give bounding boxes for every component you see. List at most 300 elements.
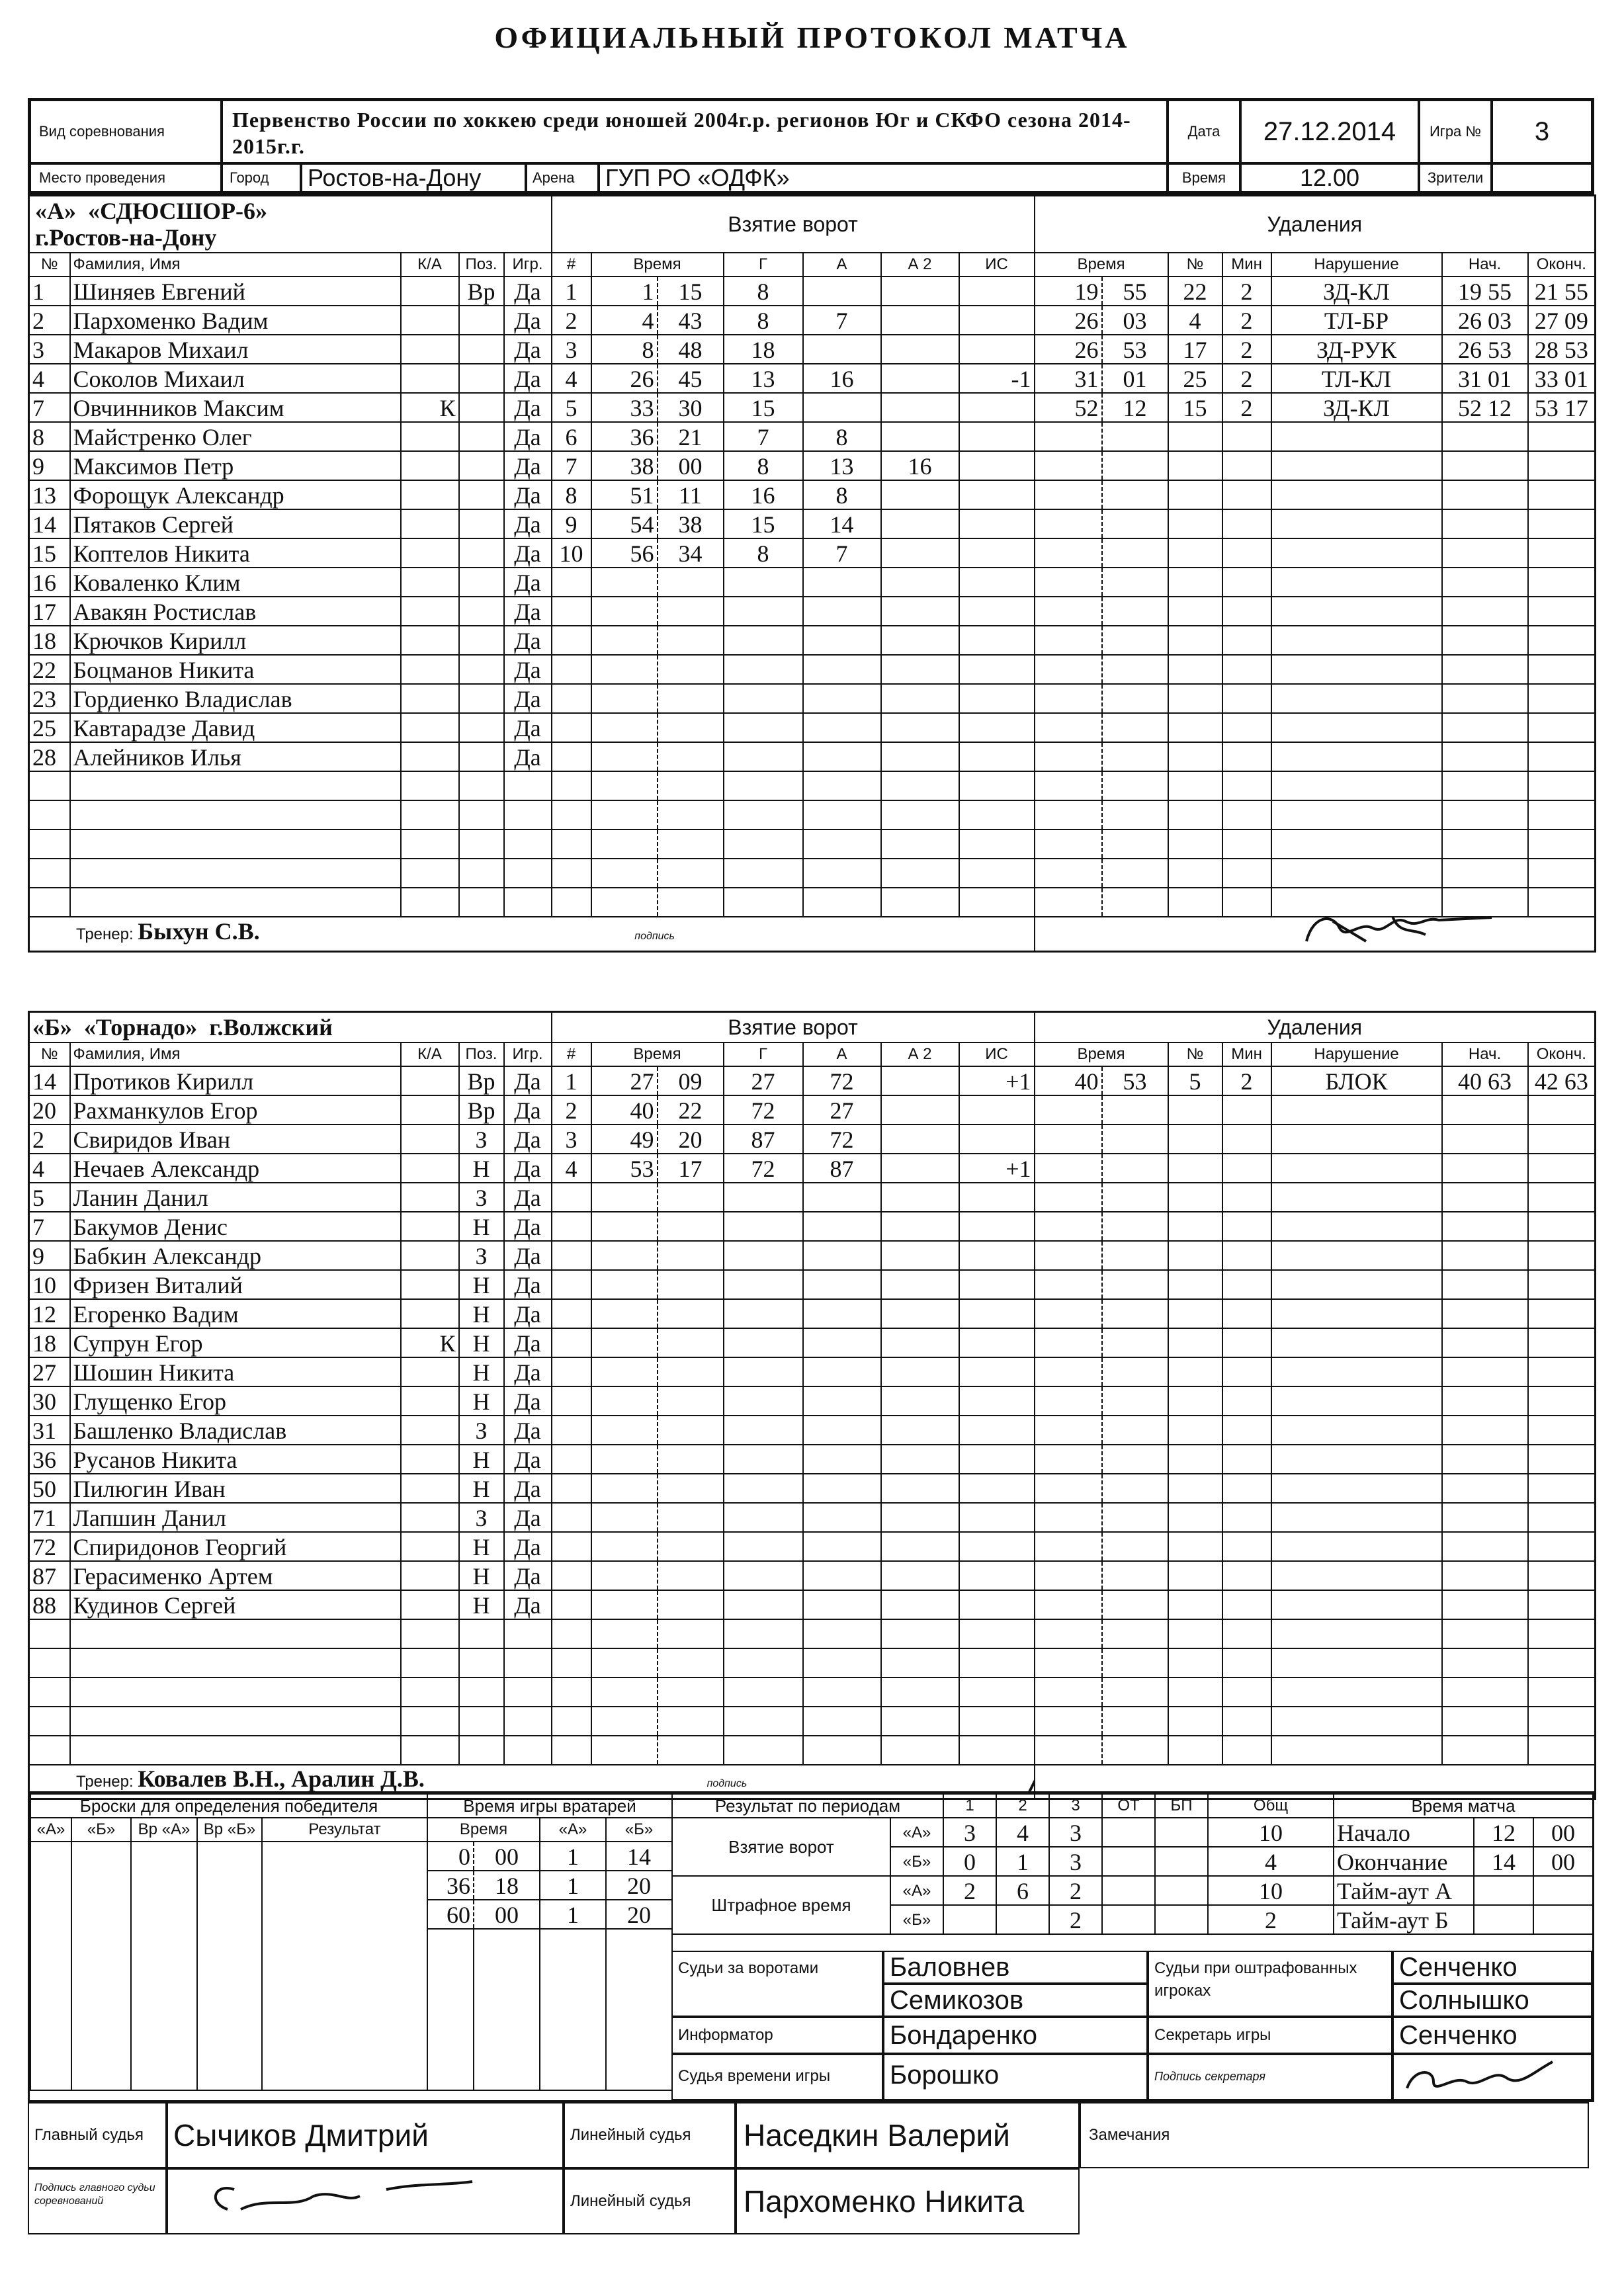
penalty-second: [1102, 1474, 1168, 1503]
col-name: Фамилия, Имя: [70, 253, 401, 276]
penalty-start: [1442, 684, 1528, 713]
penalty-minutes: [1222, 800, 1271, 829]
penalty-player: [1168, 1183, 1222, 1212]
penalty-end: [1528, 800, 1596, 829]
linesman-1: Наседкин Валерий: [736, 2102, 1080, 2168]
goal-assist2: [881, 1561, 959, 1590]
goal-situation: [959, 1561, 1035, 1590]
player-played: Да: [504, 538, 552, 568]
venue-label: Место проведения: [30, 163, 222, 192]
col-penalty-min: Мин: [1222, 1042, 1271, 1066]
penalty-start: 26 03: [1442, 306, 1528, 335]
player-played: Да: [504, 1503, 552, 1532]
goal-number: 3: [552, 335, 591, 364]
player-captain-mark: [401, 888, 459, 917]
table-row: [29, 1474, 1596, 1503]
goal-scorer: [724, 568, 803, 597]
player-position: [459, 306, 504, 335]
period-col-2: 2: [996, 1794, 1049, 1818]
team-b-name: «Торнадо»: [83, 1013, 198, 1041]
table-row: [29, 393, 1596, 422]
goal-number: [552, 1736, 591, 1765]
penalty-start: [1442, 742, 1528, 771]
goal-number: [552, 829, 591, 859]
goal-scorer: [724, 1736, 803, 1765]
goal-minute: [591, 597, 658, 626]
penalty-start: [1442, 888, 1528, 917]
penalty-start: [1442, 509, 1528, 538]
player-name: [70, 859, 401, 888]
team-a-coach-row: [29, 917, 1035, 951]
col-infraction: Нарушение: [1271, 253, 1442, 276]
goal-scorer: [724, 597, 803, 626]
penalty-minutes: [1222, 1590, 1271, 1619]
goal-scorer: 87: [724, 1125, 803, 1154]
spectators-label: Зрители: [1419, 163, 1492, 192]
goal-assist: [803, 1299, 881, 1328]
player-name: Алейников Илья: [70, 742, 401, 771]
goal-second: [658, 1270, 724, 1299]
player-played: Да: [504, 1532, 552, 1561]
goal-number: [552, 626, 591, 655]
goal-situation: [959, 335, 1035, 364]
col-pos: Поз.: [459, 1042, 504, 1066]
goal-situation: [959, 568, 1035, 597]
player-position: [459, 888, 504, 917]
penalty-start: [1442, 1270, 1528, 1299]
goal-number: [552, 1619, 591, 1648]
goal-number: [552, 800, 591, 829]
goal-assist2: [881, 1270, 959, 1299]
player-name: Коптелов Никита: [70, 538, 401, 568]
penalty-infraction: [1271, 1445, 1442, 1474]
team-a-section: [28, 194, 1594, 953]
player-position: [459, 1648, 504, 1678]
table-row: [29, 335, 1596, 364]
goal-situation: [959, 1445, 1035, 1474]
penalty-infraction: ТЛ-КЛ: [1271, 364, 1442, 393]
penalty-minute: [1035, 1270, 1102, 1299]
player-name: Пятаков Сергей: [70, 509, 401, 538]
goal-situation: [959, 684, 1035, 713]
goal-assist2: [881, 364, 959, 393]
period-value: [1155, 1847, 1208, 1876]
penalty-player: [1168, 480, 1222, 509]
penalty-minutes: [1222, 1125, 1271, 1154]
penalty-infraction: [1271, 1183, 1442, 1212]
penalty-start: [1442, 1707, 1528, 1736]
penalty-start: [1442, 1474, 1528, 1503]
goal-second: [658, 655, 724, 684]
goal-situation: [959, 1386, 1035, 1416]
goal-number: 1: [552, 1066, 591, 1095]
player-position: [459, 684, 504, 713]
player-played: Да: [504, 1416, 552, 1445]
goal-assist2: [881, 1357, 959, 1386]
penalty-minutes: [1222, 626, 1271, 655]
penalty-second: 53: [1102, 1066, 1168, 1095]
player-number: 7: [29, 393, 70, 422]
penalty-player: [1168, 1503, 1222, 1532]
player-name: Пархоменко Вадим: [70, 306, 401, 335]
goal-scorer: [724, 626, 803, 655]
player-captain-mark: [401, 538, 459, 568]
goal-minute: [591, 800, 658, 829]
penalty-second: [1102, 888, 1168, 917]
player-name: Бакумов Денис: [70, 1212, 401, 1241]
goal-assist: [803, 1328, 881, 1357]
penalty-second: [1102, 626, 1168, 655]
col-goal-num: #: [552, 253, 591, 276]
competition-label: Вид соревнования: [30, 100, 222, 163]
player-name: Макаров Михаил: [70, 335, 401, 364]
goal-situation: [959, 538, 1035, 568]
penalty-second: [1102, 1619, 1168, 1648]
goal-scorer: 8: [724, 451, 803, 480]
penalty-infraction: [1271, 1532, 1442, 1561]
shootout-col-b: «Б»: [71, 1818, 131, 1842]
player-played: Да: [504, 1590, 552, 1619]
penalty-minutes: [1222, 1270, 1271, 1299]
penalty-infraction: [1271, 1416, 1442, 1445]
goal-minute: [591, 1532, 658, 1561]
player-captain-mark: [401, 829, 459, 859]
player-played: Да: [504, 568, 552, 597]
penalty-minutes: [1222, 888, 1271, 917]
penalty-minutes: [1222, 597, 1271, 626]
secretary-sign-label: Подпись секретаря: [1148, 2054, 1392, 2100]
penalty-player: [1168, 1445, 1222, 1474]
coach-a-signature-mark: [1293, 917, 1518, 948]
penalty-second: 01: [1102, 364, 1168, 393]
gk-team-b: 20: [606, 1900, 672, 1929]
penalty-minute: [1035, 1154, 1102, 1183]
goal-assist: [803, 1561, 881, 1590]
match-header: [28, 98, 1594, 194]
penalty-minutes: [1222, 480, 1271, 509]
goal-assist: [803, 1707, 881, 1736]
goal-minute: [591, 568, 658, 597]
goal-second: [658, 800, 724, 829]
spectators-value: [1492, 163, 1592, 192]
goal-minute: [591, 1736, 658, 1765]
goals-label: Взятие ворот: [672, 1818, 890, 1876]
penalty-minute: [1035, 1357, 1102, 1386]
penalty-player: [1168, 1095, 1222, 1125]
player-name: [70, 1736, 401, 1765]
table-row: [29, 1270, 1596, 1299]
goal-assist2: [881, 829, 959, 859]
penalty-second: [1102, 568, 1168, 597]
team-b-city: г.Волжский: [209, 1013, 333, 1041]
penalty-end: 21 55: [1528, 276, 1596, 306]
penalty-minutes: [1222, 1357, 1271, 1386]
end-label: Окончание: [1334, 1847, 1474, 1876]
goal-situation: [959, 276, 1035, 306]
goal-scorer: [724, 1270, 803, 1299]
penalty-minutes: [1222, 1736, 1271, 1765]
goal-assist: 72: [803, 1066, 881, 1095]
table-row: [29, 597, 1596, 626]
player-position: Н: [459, 1212, 504, 1241]
goal-number: 3: [552, 1125, 591, 1154]
penalty-minute: 40: [1035, 1066, 1102, 1095]
goal-number: [552, 1561, 591, 1590]
player-name: Пилюгин Иван: [70, 1474, 401, 1503]
goal-situation: +1: [959, 1066, 1035, 1095]
penalty-minute: [1035, 1183, 1102, 1212]
penalty-start: [1442, 1619, 1528, 1648]
penalty-player: [1168, 597, 1222, 626]
penalty-infraction: [1271, 1212, 1442, 1241]
penalty-infraction: [1271, 713, 1442, 742]
start-minute: 00: [1533, 1818, 1593, 1847]
col-assist2: А 2: [881, 253, 959, 276]
period-value: 4: [1208, 1847, 1334, 1876]
player-captain-mark: [401, 1212, 459, 1241]
player-position: [459, 859, 504, 888]
player-position: З: [459, 1241, 504, 1270]
period-value: 4: [996, 1818, 1049, 1847]
goal-second: [658, 597, 724, 626]
penalty-minute: 19: [1035, 276, 1102, 306]
team-a-letter: «А»: [35, 198, 76, 224]
col-no: №: [29, 1042, 70, 1066]
goal-scorer: [724, 713, 803, 742]
penalty-second: [1102, 684, 1168, 713]
player-number: 5: [29, 1183, 70, 1212]
penalty-infraction: [1271, 509, 1442, 538]
goal-assist: [803, 1445, 881, 1474]
goal-assist: [803, 771, 881, 800]
goal-situation: [959, 393, 1035, 422]
penalty-start: [1442, 859, 1528, 888]
player-number: 18: [29, 1328, 70, 1357]
goal-assist: [803, 742, 881, 771]
player-position: [459, 800, 504, 829]
penalty-end: [1528, 1328, 1596, 1357]
penalty-second: [1102, 1328, 1168, 1357]
player-played: Да: [504, 1066, 552, 1095]
goal-second: [658, 1707, 724, 1736]
player-position: [459, 597, 504, 626]
penalty-start: [1442, 1357, 1528, 1386]
goal-second: [658, 1590, 724, 1619]
goal-assist2: [881, 1095, 959, 1125]
goal-second: [658, 568, 724, 597]
penalty-start: [1442, 451, 1528, 480]
player-captain-mark: [401, 1736, 459, 1765]
goal-assist: [803, 1532, 881, 1561]
player-name: Овчинников Максим: [70, 393, 401, 422]
player-played: Да: [504, 306, 552, 335]
penalty-minutes: [1222, 1532, 1271, 1561]
table-row: [29, 1416, 1596, 1445]
penalty-infraction: [1271, 1561, 1442, 1590]
penalty-infraction: [1271, 1154, 1442, 1183]
goal-second: [658, 1386, 724, 1416]
goal-assist: [803, 568, 881, 597]
goal-minute: 53: [591, 1154, 658, 1183]
goal-situation: [959, 1270, 1035, 1299]
player-played: Да: [504, 1328, 552, 1357]
goal-number: [552, 655, 591, 684]
goal-situation: [959, 829, 1035, 859]
goal-assist2: 16: [881, 451, 959, 480]
penalty-second: 03: [1102, 306, 1168, 335]
penalty-minute: [1035, 626, 1102, 655]
player-position: Н: [459, 1154, 504, 1183]
player-captain-mark: [401, 1474, 459, 1503]
penalty-minute: [1035, 1678, 1102, 1707]
goal-situation: [959, 1736, 1035, 1765]
player-played: [504, 771, 552, 800]
player-captain-mark: [401, 1590, 459, 1619]
goal-assist2: [881, 1736, 959, 1765]
player-captain-mark: К: [401, 393, 459, 422]
penalty-second: [1102, 1357, 1168, 1386]
penalty-minute: [1035, 1503, 1102, 1532]
player-played: Да: [504, 276, 552, 306]
player-played: Да: [504, 1357, 552, 1386]
player-position: З: [459, 1503, 504, 1532]
penalty-minute: [1035, 655, 1102, 684]
penalty-start: [1442, 1241, 1528, 1270]
player-position: [459, 538, 504, 568]
col-goal-time: Время: [591, 253, 724, 276]
penalty-start: [1442, 626, 1528, 655]
player-captain-mark: [401, 1648, 459, 1678]
penalty-minute: [1035, 1416, 1102, 1445]
goal-assist2: [881, 1474, 959, 1503]
goal-number: 1: [552, 276, 591, 306]
player-number: [29, 888, 70, 917]
shootout-col-result: Результат: [262, 1818, 427, 1842]
penalty-player: [1168, 1416, 1222, 1445]
player-number: [29, 771, 70, 800]
goal-second: [658, 1474, 724, 1503]
goal-assist: [803, 1474, 881, 1503]
goal-assist: 8: [803, 422, 881, 451]
player-name: Шиняев Евгений: [70, 276, 401, 306]
goal-assist2: [881, 538, 959, 568]
penalty-start: [1442, 1183, 1528, 1212]
player-number: 1: [29, 276, 70, 306]
col-pos: Поз.: [459, 253, 504, 276]
penalty-minutes: [1222, 771, 1271, 800]
table-row: [29, 800, 1596, 829]
end-hour: 14: [1474, 1847, 1533, 1876]
goal-minute: [591, 1299, 658, 1328]
start-hour: 12: [1474, 1818, 1533, 1847]
player-captain-mark: [401, 568, 459, 597]
penalty-end: [1528, 1619, 1596, 1648]
penalty-start: [1442, 1386, 1528, 1416]
player-captain-mark: [401, 771, 459, 800]
col-infraction: Нарушение: [1271, 1042, 1442, 1066]
penalty-infraction: [1271, 829, 1442, 859]
summary-section: [28, 1791, 1594, 2102]
col-penalty-time: Время: [1035, 1042, 1168, 1066]
goal-situation: [959, 1125, 1035, 1154]
penalty-player: [1168, 1590, 1222, 1619]
player-name: Протиков Кирилл: [70, 1066, 401, 1095]
col-penalty-start: Нач.: [1442, 1042, 1528, 1066]
gk-team-b: 20: [606, 1871, 672, 1900]
goalkeeper-time-title: Время игры вратарей: [427, 1794, 672, 1818]
goal-assist2: [881, 713, 959, 742]
goal-number: [552, 684, 591, 713]
penalty-end: [1528, 626, 1596, 655]
penalty-player: [1168, 568, 1222, 597]
player-played: [504, 1736, 552, 1765]
table-row: [29, 829, 1596, 859]
goal-number: [552, 1212, 591, 1241]
goal-second: [658, 1357, 724, 1386]
penalty-start: [1442, 1328, 1528, 1357]
gk-col-a: «А»: [540, 1818, 606, 1842]
goal-situation: [959, 742, 1035, 771]
player-name: [70, 1648, 401, 1678]
period-col-1: 1: [943, 1794, 996, 1818]
penalty-player: [1168, 626, 1222, 655]
penalty-minutes: [1222, 713, 1271, 742]
penalty-infraction: [1271, 568, 1442, 597]
table-row: [29, 422, 1596, 451]
goal-scorer: [724, 655, 803, 684]
player-played: Да: [504, 1154, 552, 1183]
penalty-second: 53: [1102, 335, 1168, 364]
goal-second: [658, 684, 724, 713]
penalty-minute: 26: [1035, 306, 1102, 335]
goal-minute: 40: [591, 1095, 658, 1125]
penalty-second: [1102, 1445, 1168, 1474]
team-b-coach-label: Тренер:: [76, 1773, 134, 1791]
goal-assist: 8: [803, 480, 881, 509]
goal-minute: 1: [591, 276, 658, 306]
player-number: 14: [29, 1066, 70, 1095]
goal-scorer: [724, 742, 803, 771]
player-number: 15: [29, 538, 70, 568]
pim-label: Штрафное время: [672, 1876, 890, 1934]
secretary-signature-mark: [1394, 2055, 1592, 2099]
player-played: Да: [504, 1561, 552, 1590]
penalty-judge-2: Солнышко: [1392, 1984, 1592, 2017]
linesman-2-label: Линейный судья: [564, 2168, 736, 2234]
goal-number: [552, 1590, 591, 1619]
penalty-minutes: [1222, 1328, 1271, 1357]
penalty-minutes: [1222, 655, 1271, 684]
goal-scorer: [724, 1648, 803, 1678]
penalty-start: [1442, 1445, 1528, 1474]
player-name: Фризен Виталий: [70, 1270, 401, 1299]
goal-scorer: [724, 888, 803, 917]
goal-second: [658, 713, 724, 742]
penalty-minute: [1035, 684, 1102, 713]
player-captain-mark: [401, 626, 459, 655]
penalty-infraction: ТЛ-БР: [1271, 306, 1442, 335]
player-played: [504, 1619, 552, 1648]
player-name: Бабкин Александр: [70, 1241, 401, 1270]
player-number: 20: [29, 1095, 70, 1125]
goal-minute: [591, 1212, 658, 1241]
period-value: [1155, 1876, 1208, 1905]
player-captain-mark: [401, 1357, 459, 1386]
team-b-section: [28, 1011, 1594, 1800]
player-number: 9: [29, 1241, 70, 1270]
player-captain-mark: [401, 306, 459, 335]
penalty-infraction: [1271, 1328, 1442, 1357]
